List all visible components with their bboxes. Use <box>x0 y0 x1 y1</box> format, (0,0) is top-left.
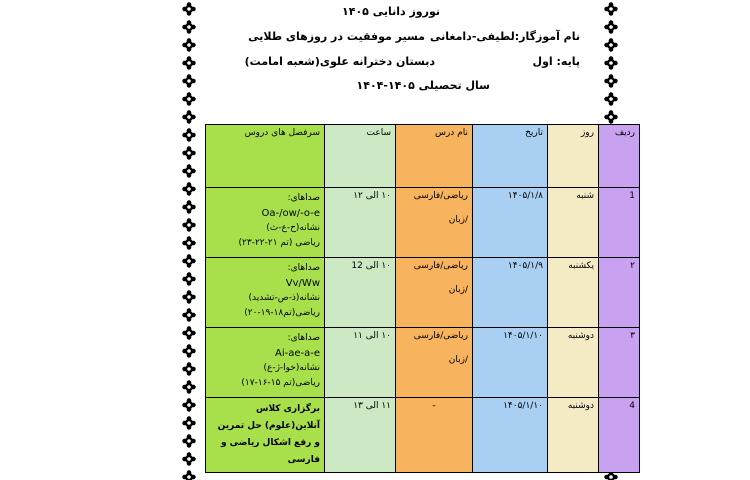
flower-ornament-icon <box>182 74 196 88</box>
flower-ornament-icon <box>604 20 618 34</box>
row-topic-line1: صداهای: <box>287 263 320 273</box>
flower-ornament-icon <box>182 254 196 268</box>
flower-ornament-icon <box>182 236 196 250</box>
row-topic-line1: صداهای: <box>287 193 320 203</box>
row-topic-line4: ریاضی(تم ۱۵-۱۶-۱۷) <box>241 378 320 388</box>
flower-ornament-icon <box>182 164 196 178</box>
row-lesson <box>396 188 473 258</box>
row-topic-line1: برگزاری کلاس <box>256 404 320 414</box>
row-lesson-line1: - <box>432 401 436 411</box>
row-day: شنبه <box>548 188 599 258</box>
flower-ornament-icon <box>182 344 196 358</box>
row-date: ۱۴۰۵/۱/۱۰ <box>473 328 548 398</box>
flower-ornament-icon <box>182 200 196 214</box>
row-topic-line2: Vv/Ww <box>285 278 320 289</box>
flower-ornament-icon <box>604 92 618 106</box>
row-number: 1 <box>599 188 640 258</box>
row-topics <box>206 258 325 328</box>
flower-ornament-icon <box>182 308 196 322</box>
left-decorative-border <box>181 0 197 480</box>
flower-ornament-icon <box>182 110 196 124</box>
flower-ornament-icon <box>604 110 618 124</box>
row-lesson <box>396 258 473 328</box>
row-lesson-line2: /زبان <box>448 285 468 295</box>
row-topic-line4: ریاضی(تم۱۸-۱۹-۲۰) <box>244 308 320 318</box>
row-date: ۱۴۰۵/۱/۸ <box>473 188 548 258</box>
row-lesson-line1: ریاضی/فارسی <box>413 261 468 271</box>
row-topic-line4: ریاضی (تم ۲۱-۲۲-۲۳) <box>238 238 320 248</box>
header-lesson: نام درس <box>396 125 473 188</box>
flower-ornament-icon <box>182 2 196 16</box>
row-number: ۳ <box>599 328 640 398</box>
header-date: تاریخ <box>473 125 548 188</box>
header-slogan: مسیر موفقیت در روزهای طلایی <box>248 30 425 43</box>
row-number: ۲ <box>599 258 640 328</box>
row-date: ۱۴۰۵/۱/۱۰ <box>473 398 548 473</box>
table-header-row <box>206 125 640 188</box>
table-row <box>206 328 640 398</box>
header-teacher: نام آموزگار:لطیفی-دامغانی <box>430 30 580 43</box>
flower-ornament-icon <box>182 38 196 52</box>
row-date: ۱۴۰۵/۱/۹ <box>473 258 548 328</box>
flower-ornament-icon <box>604 56 618 70</box>
row-day: یکشنبه <box>548 258 599 328</box>
row-day: دوشنبه <box>548 328 599 398</box>
row-topics <box>206 328 325 398</box>
row-topic-line4: فارسی <box>287 455 320 465</box>
schedule-table <box>205 124 640 473</box>
row-topic-line2: Ai-ae-a-e <box>274 348 320 359</box>
flower-ornament-icon <box>182 218 196 232</box>
row-day: دوشنبه <box>548 398 599 473</box>
header-topics: سرفصل های دروس <box>206 125 325 188</box>
flower-ornament-icon <box>182 56 196 70</box>
row-topics <box>206 188 325 258</box>
flower-ornament-icon <box>182 416 196 430</box>
row-time: ۱۰ الی ۱۱ <box>325 328 396 398</box>
flower-ornament-icon <box>182 398 196 412</box>
row-topic-line3: نشانه(خوا-ژ-ع) <box>263 363 320 373</box>
row-time: ۱۰ الی ۱۲ <box>325 188 396 258</box>
row-time: ۱۱ الی ۱۳ <box>325 398 396 473</box>
header-grade: پایه: اول <box>532 55 580 68</box>
row-lesson <box>396 328 473 398</box>
flower-ornament-icon <box>182 92 196 106</box>
row-lesson-line2: /زبان <box>448 355 468 365</box>
table-row <box>206 188 640 258</box>
flower-ornament-icon <box>182 20 196 34</box>
row-lesson-line2: /زبان <box>448 215 468 225</box>
flower-ornament-icon <box>182 452 196 466</box>
flower-ornament-icon <box>604 38 618 52</box>
row-topic-line3: نشانه(ذ-ص-تشدید) <box>248 293 320 303</box>
row-topic-line3: و رفع اشکال ریاضی و <box>220 438 320 448</box>
flower-ornament-icon <box>182 434 196 448</box>
row-lesson-line1: ریاضی/فارسی <box>413 331 468 341</box>
flower-ornament-icon <box>182 272 196 286</box>
row-topic-line2: آنلاین(علوم) حل تمرین <box>217 421 320 431</box>
row-time: ۱۰ الی 12 <box>325 258 396 328</box>
header-row-number: ردیف <box>599 125 640 188</box>
flower-ornament-icon <box>182 290 196 304</box>
header-title: نوروز دانایی ۱۴۰۵ <box>342 5 440 18</box>
row-topics <box>206 398 325 473</box>
header-day: روز <box>548 125 599 188</box>
flower-ornament-icon <box>182 128 196 142</box>
flower-ornament-icon <box>182 182 196 196</box>
header-time: ساعت <box>325 125 396 188</box>
flower-ornament-icon <box>604 2 618 16</box>
row-lesson <box>396 398 473 473</box>
row-topic-line1: صداهای: <box>287 333 320 343</box>
table-row <box>206 258 640 328</box>
flower-ornament-icon <box>182 380 196 394</box>
row-topic-line2: Oa-/ow/-o-e <box>261 208 320 219</box>
flower-ornament-icon <box>182 470 196 480</box>
flower-ornament-icon <box>604 74 618 88</box>
flower-ornament-icon <box>182 146 196 160</box>
header-school: دبستان دخترانه علوی(شعبه امامت) <box>244 55 435 68</box>
flower-ornament-icon <box>182 362 196 376</box>
row-lesson-line1: ریاضی/فارسی <box>413 191 468 201</box>
row-topic-line3: نشانه(ح-ع-ث) <box>266 223 320 233</box>
table-row <box>206 398 640 473</box>
row-number: 4 <box>599 398 640 473</box>
flower-ornament-icon <box>182 326 196 340</box>
header-year: سال تحصیلی ۱۴۰۵-۱۴۰۴ <box>356 79 490 92</box>
